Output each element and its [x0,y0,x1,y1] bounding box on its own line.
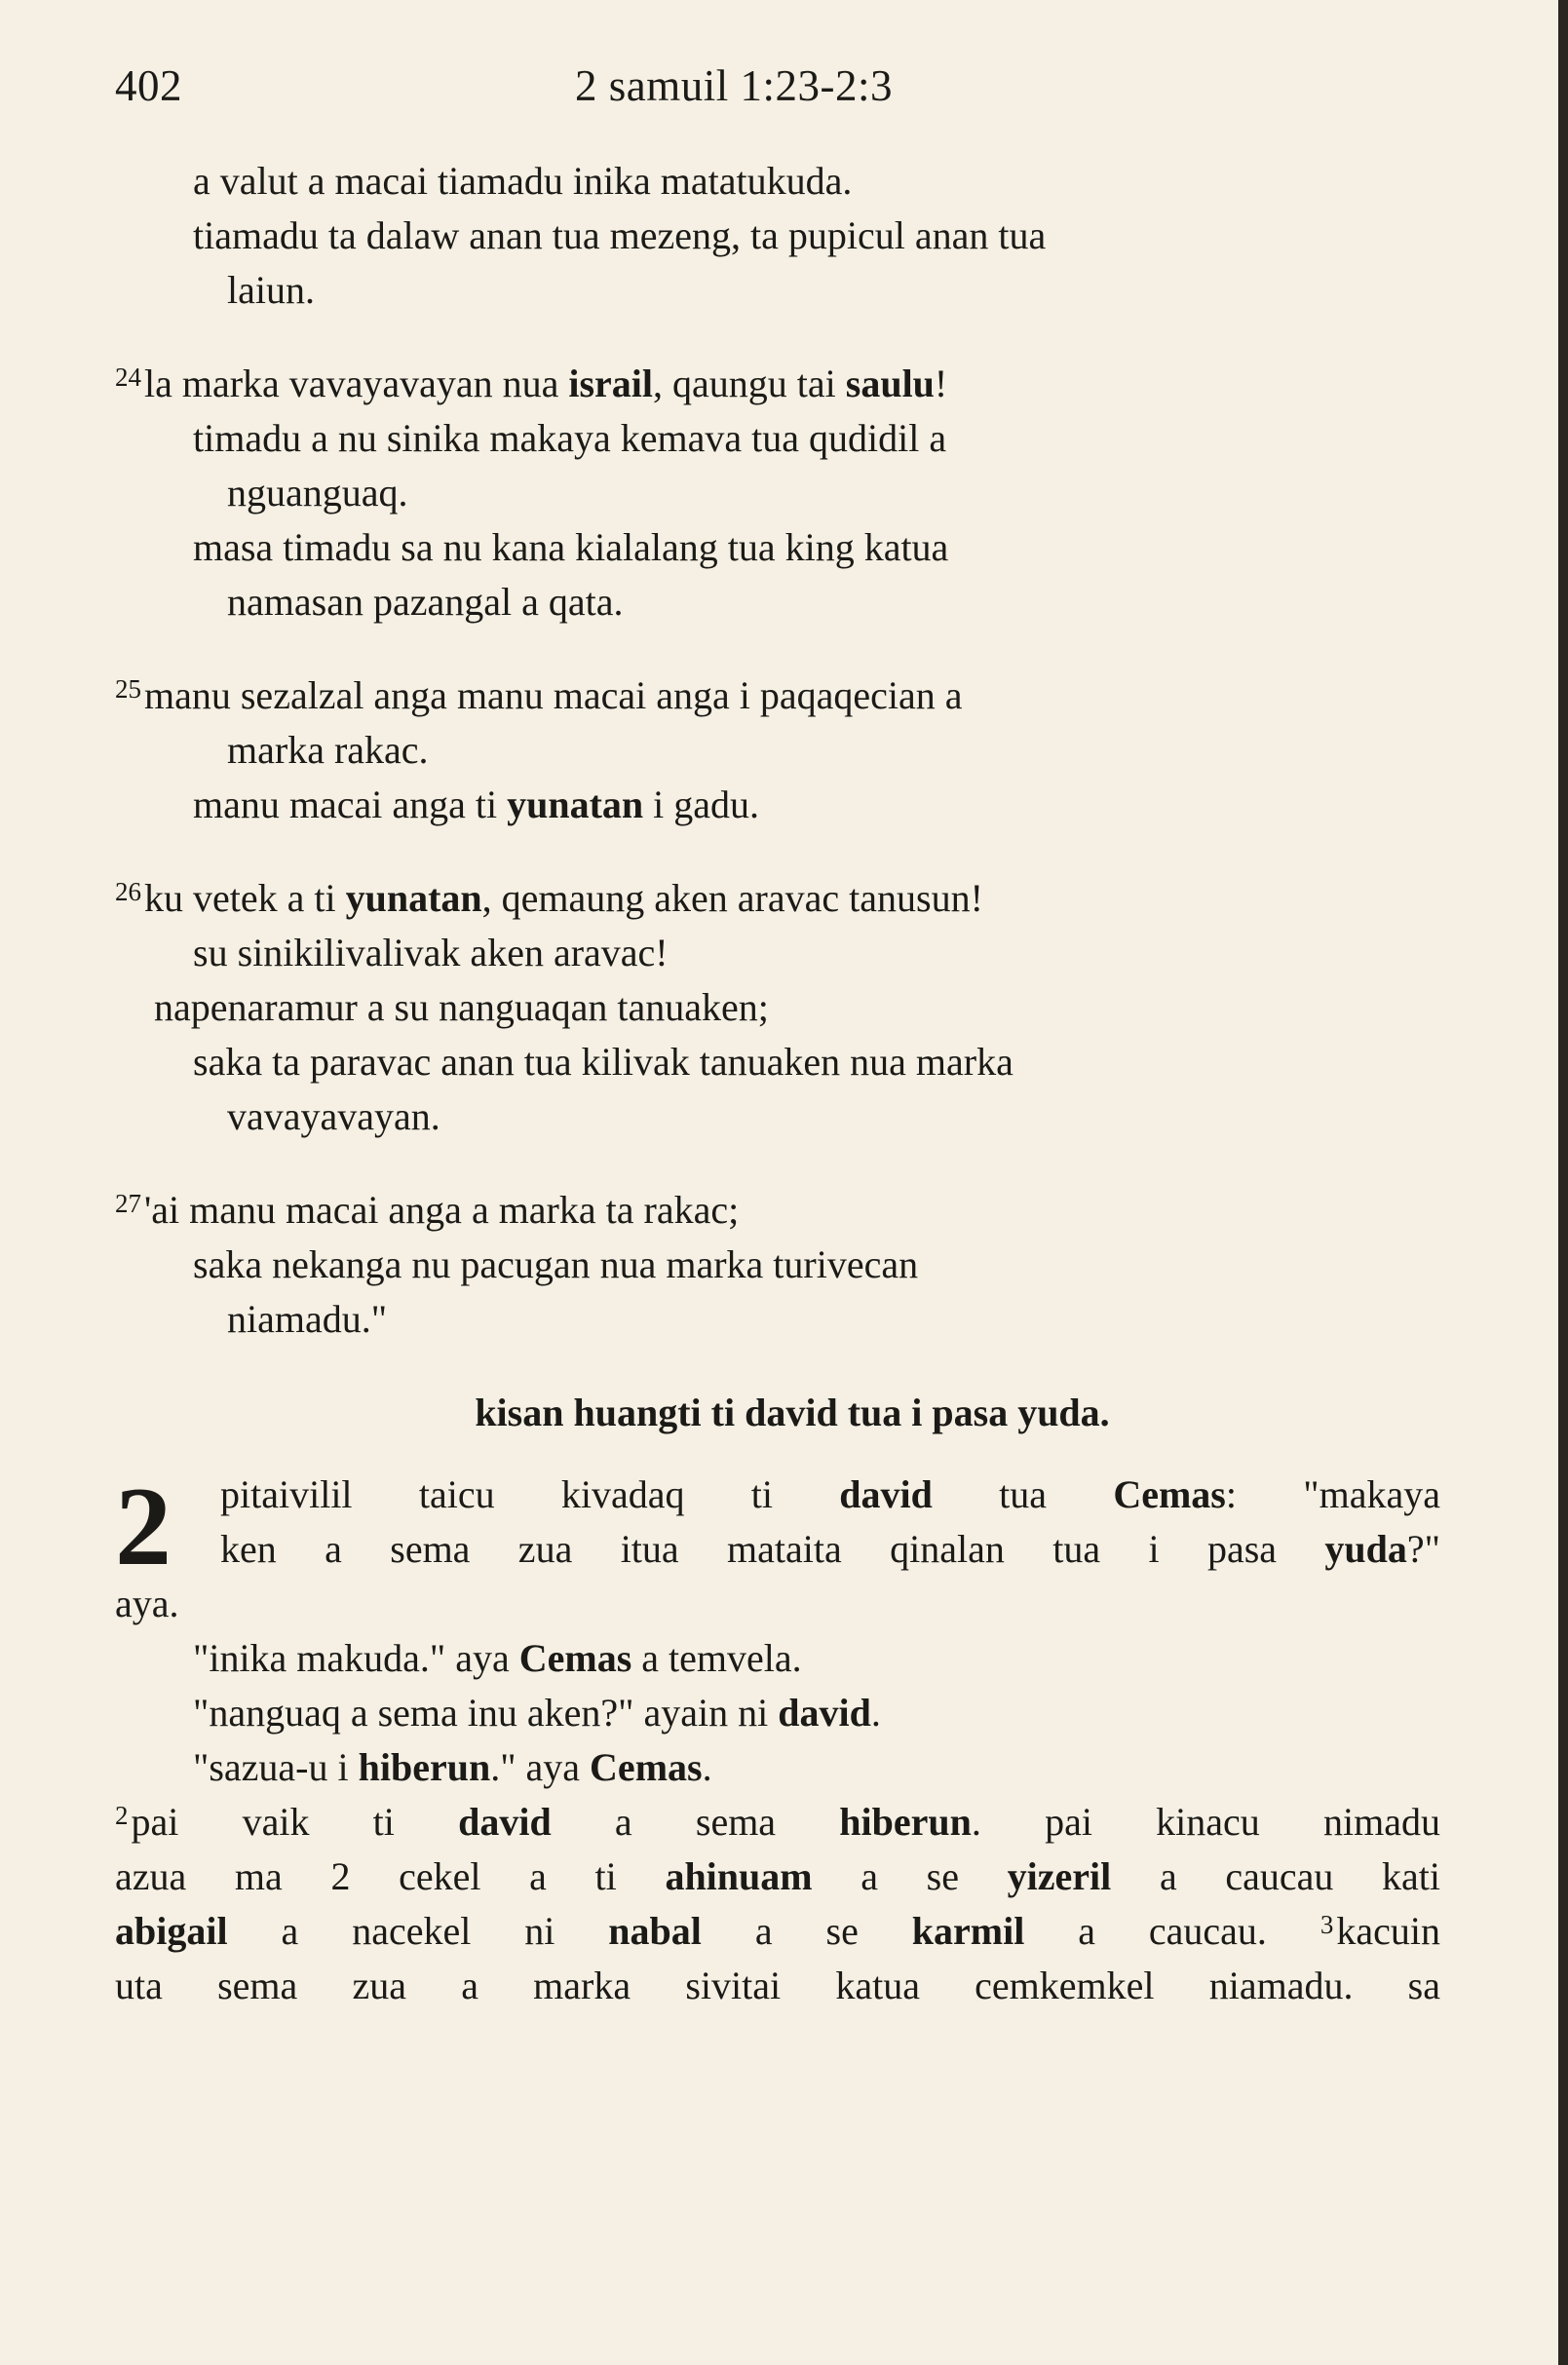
verse-2-paragraph [115,1795,1440,2013]
poetry-stanza-27 [115,1183,1440,1347]
page-edge-shadow [1558,0,1568,2365]
poetry-line: marka rakac. [227,728,429,772]
page-number: 402 [115,61,182,110]
poetry-line: su sinikilivalivak aken aravac! [193,931,669,974]
page-body [115,154,1440,2013]
dialogue-line: "nanguaq a sema inu aken?" ayain ni david. [193,1691,881,1735]
poetry-line: a valut a macai tiamadu inika matatukuda. [193,159,853,203]
poetry-line: $^{24}$la marka vavayavayan nua israil, qaungu tai saulu! [115,362,948,405]
verse-number: 25 [115,674,141,704]
verse-number: 24 [115,362,141,392]
poetry-line: nguanguaq. [227,471,408,515]
chapter-first-line: pitaivilil taicu kivadaq ti david tua Cemas: "makaya [220,1472,1440,1516]
dialogue-line: "sazua-u i hiberun." aya Cemas. [193,1745,712,1789]
poetry-line: namasan pazangal a qata. [227,580,624,624]
chapter-third-line: aya. [115,1582,179,1625]
poetry-line: saka ta paravac anan tua kilivak tanuaken nua marka [193,1040,1013,1084]
chapter-number: 2 [115,1465,172,1589]
poetry-line: niamadu." [227,1297,388,1341]
chapter-second-line: ken a sema zua itua mataita qinalan tua i pasa yuda?" [220,1527,1440,1571]
poetry-stanza-23 [115,154,1440,318]
prose-line: azua ma 2 cekel a ti ahinuam a se yizeril a caucau kati [115,1854,1441,1898]
prose-line: abigail a nacekel ni nabal a se karmil a caucau. $^3$kacuin [115,1909,1440,1953]
poetry-line: tiamadu ta dalaw anan tua mezeng, ta pupicul anan tua [193,213,1047,257]
verse-number: 27 [115,1189,141,1218]
poetry-stanza-26 [115,871,1440,1144]
prose-line: uta sema zua a marka sivitai katua cemkemkel niamadu. sa [115,1964,1440,2007]
running-header-reference: 2 samuil 1:23-2:3 [575,61,893,110]
dialogue-line: "inika makuda." aya Cemas a temvela. [193,1636,802,1680]
prose-line: $^2$pai vaik ti david a sema hiberun. pai kinacu nimadu [115,1800,1440,1844]
poetry-line: napenaramur a su nanguaqan tanuaken; [154,985,769,1029]
poetry-stanza-24 [115,357,1440,629]
poetry-line: $^{25}$manu sezalzal anga manu macai anga i paqaqecian a [115,673,963,717]
poetry-line: manu macai anga ti yunatan i gadu. [193,782,760,826]
verse-number: 2 [115,1801,129,1830]
poetry-line: $^{26}$ku vetek a ti yunatan, qemaung aken aravac tanusun! [115,876,983,920]
poetry-line: $^{27}$'ai manu macai anga a marka ta rakac; [115,1188,740,1232]
poetry-line: laiun. [227,268,315,312]
verse-number: 26 [115,877,141,906]
poetry-stanza-25 [115,668,1440,832]
chapter-2 [115,1465,1440,1795]
poetry-line: vavayavayan. [227,1094,440,1138]
poetry-line: masa timadu sa nu kana kialalang tua king katua [193,525,949,569]
section-heading: kisan huangti ti david tua i pasa yuda. [475,1391,1110,1434]
verse-number: 3 [1319,1910,1334,1939]
poetry-line: saka nekanga nu pacugan nua marka turivecan [193,1242,919,1286]
poetry-line: timadu a nu sinika makaya kemava tua qudidil a [193,416,947,460]
